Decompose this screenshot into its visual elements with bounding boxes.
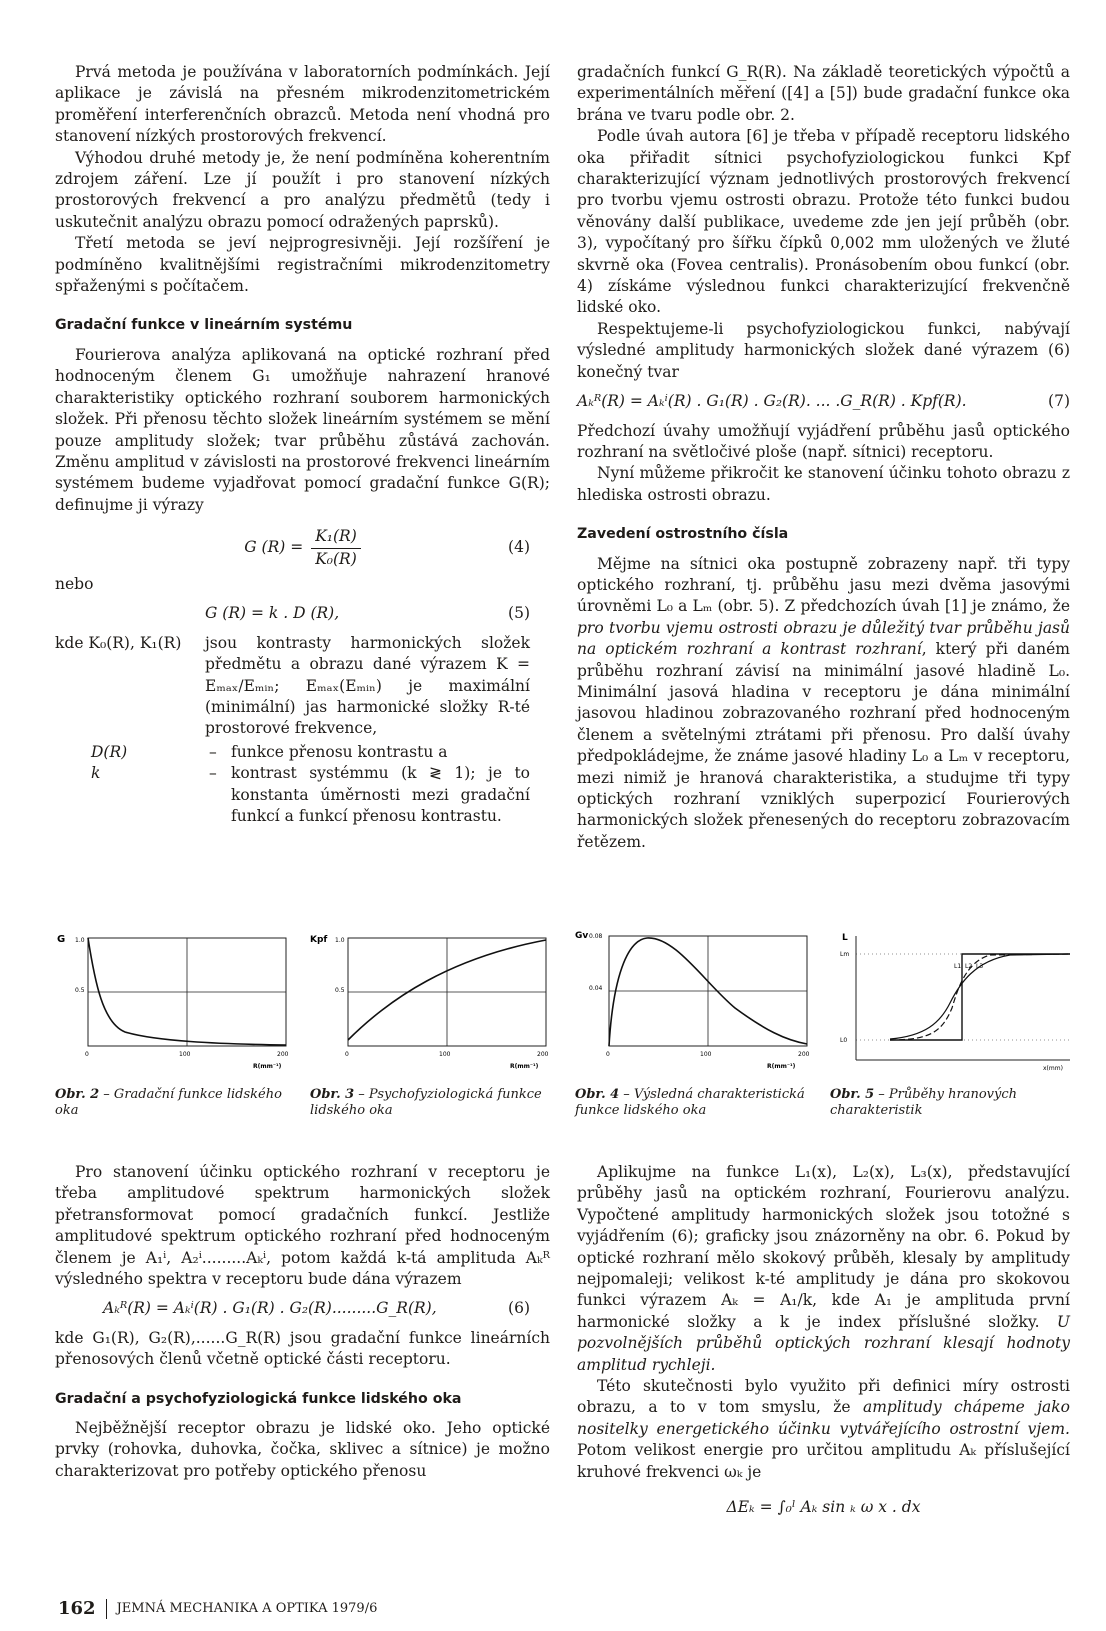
definition-symbol: kde K₀(R), K₁(R) xyxy=(55,633,182,652)
paragraph xyxy=(577,554,1070,854)
left-top-column xyxy=(55,62,550,833)
journal-name: JEMNÁ MECHANIKA A OPTIKA 1979/6 xyxy=(116,1601,378,1616)
figure-5 xyxy=(830,928,1075,1119)
y-tick-label: 0.08 xyxy=(589,933,603,940)
y-axis-label: L xyxy=(842,933,848,943)
text-run: Této skutečnosti bylo využito při definici míry ostrosti obrazu, a to v tom smyslu, že xyxy=(577,1377,1070,1417)
y-axis-label: G xyxy=(57,934,66,945)
caption-label: Obr. 3 xyxy=(310,1087,355,1102)
figure-5-graph xyxy=(830,928,1075,1083)
paragraph: Nejběžnější receptor obrazu je lidské oko. Jeho optické prvky (rohovka, duhovka, čočka, sklivec a sítnice) je možno charakterizovat pro potřeby optického přenosu xyxy=(55,1419,550,1480)
integral-equation: ΔEₖ = ∫₀ˡ Aₖ sin ₖ ω x . dx xyxy=(726,1498,921,1517)
x-tick-label: 100 xyxy=(439,1051,451,1058)
y-tick-label: 1.0 xyxy=(75,937,85,944)
definition-text: funkce přenosu kontrastu a xyxy=(231,742,448,761)
x-tick-label: 100 xyxy=(700,1051,712,1058)
text-run: , který při daném průběhu rozhraní závisí na minimální jasové hladině L₀. Minimální jasová hladina v receptoru je dána minimální jasovou hladinou zobrazovaného rozhraní před hodnoceným členem a světelnými ztrátami při přenosu. Pro další úvahy předpokládejme, že známe jasové hladiny L₀ a Lₘ v receptoru, mezi nimiž je hranová charakteristika, a studujme tři typy optických rozhraní vzniklých superpozicí Fourierových harmonických složek přenesených do receptoru zobrazovacím řetězem. xyxy=(577,640,1070,851)
left-bottom-column xyxy=(55,1162,550,1482)
paragraph: Podle úvah autora [6] je třeba v případě receptoru lidského oka přiřadit sítnici psychofyziologickou funkci Kpf charakterizující význam jednotlivých prostorových frekvencí pro tvorbu vjemu ostrosti obrazu. Protože této funkci budou věnovány další publikace, uvedeme zde jen její průběh (obr. 3), vypočítaný pro šířku čípků 0,002 mm uložených ve žluté skvrně oka (Fovea centralis). Pronásobením obou funkcí (obr. 4) získáme výslednou funkci charakterizující frekvenčně lidské oko. xyxy=(577,127,1070,317)
figure-row xyxy=(55,928,1075,1128)
section-heading: Zavedení ostrostního čísla xyxy=(577,526,789,543)
lm-label: Lm xyxy=(840,951,850,958)
caption-text: – Průběhy hranových charakteristik xyxy=(830,1087,1018,1118)
paragraph: Respektujeme-li psychofyziologickou funkci, nabývají výsledné amplitudy harmonických složek dané výrazem (6) konečný tvar xyxy=(577,319,1070,381)
curve-label: L2 xyxy=(965,963,973,970)
text-run: Mějme na sítnici oka postupně zobrazeny např. tři typy optického rozhraní, tj. průběhu jasu mezi dvěma jasovými úrovněmi L₀ a Lₘ (obr. 5). Z předchozích úvah [1] je známo, že xyxy=(577,554,1070,616)
equation-number: (4) xyxy=(508,538,530,557)
equation-number: (7) xyxy=(1048,392,1070,411)
y-axis-label: Gv xyxy=(575,931,589,941)
l0-label: L0 xyxy=(840,1037,848,1044)
equation-4 xyxy=(55,526,550,570)
paragraph: Třetí metoda se jeví nejprogresivněji. Její rozšíření je podmíněno kvalitnějšími registračními mikrodenzitometry spřaženými s počítačem. xyxy=(55,234,550,296)
x-tick-label: 200 xyxy=(537,1051,549,1058)
paragraph: Fourierova analýza aplikovaná na optické rozhraní před hodnoceným členem G₁ umožňuje nahrazení hranové charakteristiky optického rozhraní souborem harmonických složek. Při přenosu těchto složek lineárním systémem se mění pouze amplitudy složek; tvar průběhu zůstává zachován. Změnu amplitud v závislosti na prostorové frekvenci lineárním systémem budeme vyjadřovat pomocí gradační funkce G(R); definujme ji výrazy xyxy=(55,345,550,514)
caption-label: Obr. 4 xyxy=(575,1087,620,1102)
equation-text: Aₖᴿ(R) = Aₖⁱ(R) . G₁(R) . G₂(R). ... .G_R(R) . Kpf(R). xyxy=(577,392,967,411)
definition-dash: – xyxy=(209,742,217,761)
definition-list xyxy=(55,633,550,828)
nebo-label: nebo xyxy=(55,574,94,593)
section-heading: Gradační funkce v lineárním systému xyxy=(55,317,353,334)
y-tick-label: 0.5 xyxy=(75,987,85,994)
equation-6 xyxy=(55,1298,550,1319)
curve-label: L3 xyxy=(976,963,984,970)
definition-symbol: D(R) xyxy=(91,742,128,761)
paragraph: gradačních funkcí G_R(R). Na základě teoretických výpočtů a experimentálních měření ([4] a [5]) bude gradační funkce oka brána ve tvaru podle obr. 2. xyxy=(577,63,1070,124)
paragraph xyxy=(577,1376,1070,1483)
x-tick-label: 200 xyxy=(798,1051,810,1058)
emphasis-text: U pozvolnějších průběhů optických rozhraní klesají hodnoty amplitud rychleji. xyxy=(577,1312,1070,1374)
paragraph: Výhodou druhé metody je, že není podmíněna koherentním zdrojem záření. Lze jí použít i pro stanovení nízkých prostorových frekvencí a pro analýzu předmětů (tedy i uskutečnit analýzu obrazu pomocí odražených paprsků). xyxy=(55,148,550,231)
figure-caption xyxy=(55,1087,295,1119)
y-tick-label: 0.04 xyxy=(589,985,603,992)
equation-lhs: G (R) = xyxy=(244,538,304,557)
text-run: Aplikujme na funkce L₁(x), L₂(x), L₃(x), představující průběhy jasů na optickém rozhraní, Fourierovu analýzu. Vypočtené amplitudy harmonických složek jsou totožné s vyjádřením (6); graficky jsou znázorněny na obr. 6. Pokud by optické rozhraní mělo skokový průběh, klesaly by amplitudy nejpomaleji; velikost k-té amplitudy je dána pro skokovou funkci výrazem Aₖ = A₁/k, kde A₁ je amplituda první harmonické složky a k je index příslušné složky. xyxy=(577,1163,1070,1331)
paragraph: Pro stanovení účinku optického rozhraní v receptoru je třeba amplitudové spektrum harmonických složek přetransformovat pomocí gradačních funkcí. Jestliže amplitudové spektrum optického rozhraní před hodnoceným členem je A₁ⁱ, A₂ⁱ.........Aₖⁱ, potom každá k-tá amplituda Aₖᴿ výsledného spektra v receptoru bude dána výrazem xyxy=(55,1163,550,1289)
paragraph: Prvá metoda je používána v laboratorních podmínkách. Její aplikace je závislá na přesném mikrodenzitometrickém proměření interferenčních obrazců. Metoda není vhodná pro stanovení nízkých prostorových frekvencí. xyxy=(55,63,550,146)
fraction xyxy=(311,526,361,570)
right-top-column xyxy=(577,62,1070,853)
emphasis-text: pro tvorbu vjemu ostrosti obrazu je důležitý tvar průběhu jasů na optickém rozhraní a kontrast rozhraní xyxy=(577,618,1070,659)
figure-caption xyxy=(310,1087,550,1119)
x-tick-label: 200 xyxy=(277,1051,289,1058)
x-tick-label: 0 xyxy=(606,1051,610,1058)
figure-4-graph xyxy=(575,928,815,1083)
y-tick-label: 1.0 xyxy=(335,937,345,944)
emphasis-text: amplitudy chápeme jako nositelky energetického účinku vytvářejícího ostrostní vjem. xyxy=(577,1398,1070,1438)
x-tick-label: 0 xyxy=(85,1051,89,1058)
definition-row xyxy=(55,633,550,740)
caption-label: Obr. 5 xyxy=(830,1087,875,1102)
numerator: K₁(R) xyxy=(311,526,361,548)
paragraph xyxy=(577,1162,1070,1376)
y-tick-label: 0.5 xyxy=(335,987,345,994)
caption-text: – Gradační funkce lidského oka xyxy=(55,1087,282,1118)
denominator: K₀(R) xyxy=(315,549,357,568)
definition-row xyxy=(55,742,550,763)
x-axis-label: x(mm) xyxy=(1043,1065,1063,1072)
x-axis-label: R(mm⁻¹) xyxy=(510,1063,539,1070)
equation-5 xyxy=(55,603,550,624)
right-bottom-column xyxy=(577,1162,1070,1519)
equation-number: (6) xyxy=(508,1299,530,1318)
paragraph: Předchozí úvahy umožňují vyjádření průběhu jasů optického rozhraní na světločivé ploše (např. sítnici) receptoru. xyxy=(577,421,1070,461)
definition-row xyxy=(55,763,550,827)
equation-text: G (R) = k . D (R), xyxy=(205,604,340,623)
definition-dash: – xyxy=(209,764,217,783)
caption-label: Obr. 2 xyxy=(55,1087,100,1102)
figure-2 xyxy=(55,928,295,1119)
paragraph: Nyní můžeme přikročit ke stanovení účinku tohoto obrazu z hlediska ostrosti obrazu. xyxy=(577,464,1070,504)
figure-caption xyxy=(575,1087,815,1119)
footer-divider xyxy=(106,1599,107,1619)
equation-number: (5) xyxy=(508,604,530,623)
paragraph: kde G₁(R), G₂(R),......G_R(R) jsou gradační funkce lineárních přenosových členů včetně optické části receptoru. xyxy=(55,1328,550,1369)
figure-4 xyxy=(575,928,815,1119)
page-footer xyxy=(58,1598,377,1619)
text-run: Potom velikost energie pro určitou amplitudu Aₖ příslušející kruhové frekvenci ωₖ je xyxy=(577,1441,1070,1481)
x-axis-label: R(mm⁻¹) xyxy=(767,1063,796,1070)
caption-text: – Psychofyziologická funkce lidského oka xyxy=(310,1087,542,1118)
x-tick-label: 100 xyxy=(179,1051,191,1058)
curve-label: L1 xyxy=(954,963,962,970)
figure-caption xyxy=(830,1087,1075,1119)
figure-2-graph xyxy=(55,928,295,1083)
figure-3 xyxy=(310,928,550,1119)
y-axis-label: Kpf xyxy=(310,935,328,945)
page-number: 162 xyxy=(58,1598,96,1619)
equation-text: Aₖᴿ(R) = Aₖⁱ(R) . G₁(R) . G₂(R).........G_R(R), xyxy=(103,1299,437,1318)
equation-7 xyxy=(577,391,1070,412)
caption-text: – Výsledná charakteristická funkce lidského oka xyxy=(575,1087,805,1118)
section-heading: Gradační a psychofyziologická funkce lidského oka xyxy=(55,1390,462,1407)
x-axis-label: R(mm⁻¹) xyxy=(253,1063,282,1070)
definition-symbol: k xyxy=(91,764,101,783)
x-tick-label: 0 xyxy=(345,1051,349,1058)
definition-text: kontrast systémmu (k ≷ 1); je to konstanta úměrnosti mezi gradační funkcí a funkcí přenosu kontrastu. xyxy=(231,764,530,825)
definition-text: jsou kontrasty harmonických složek předmětu a obrazu dané výrazem K = Eₘₐₓ/Eₘᵢₙ; Eₘₐₓ(Eₘᵢₙ) je maximální (minimální) jas harmonické složky R-té prostorové frekvence, xyxy=(205,633,530,738)
figure-3-graph xyxy=(310,928,550,1083)
